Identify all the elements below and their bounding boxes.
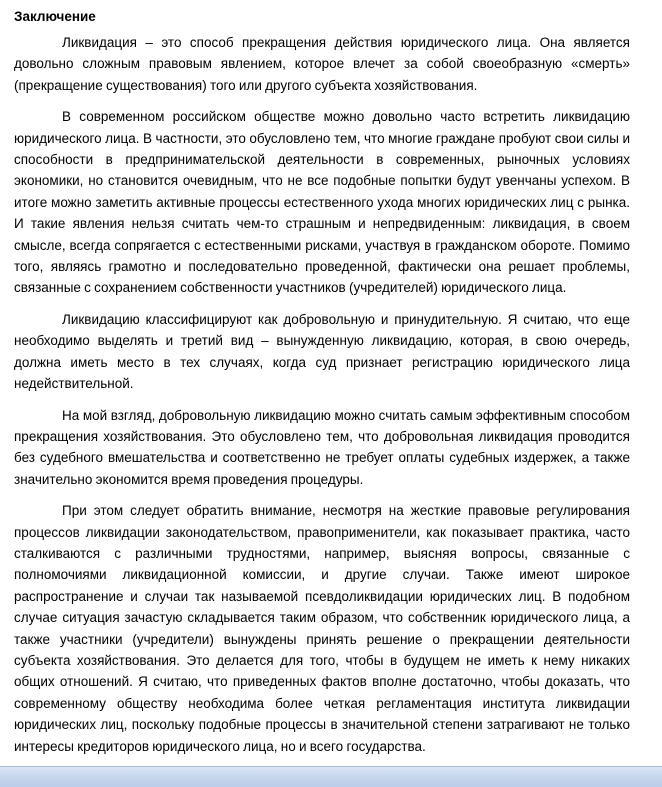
paragraph-2: В современном российском обществе можно довольно часто встретить ликвидацию юридического лица. В частности, это обусловлено тем, что многие граждане пробуют свои силы и способности в предпринимательской деятельности в современных, рыночных условиях экономики, но становится очевидным, что не все подобные попытки будут увенчаны успехом. В итоге можно заметить активные процессы естественного ухода многих юридических лиц с рынка. И такие явления нельзя считать чем-то страшным и непредвиденным: ликвидация, в своем смысле, всегда сопрягается с естественными рисками, участвуя в гражданском обороте. Помимо того, являясь грамотно и последовательно проведенной, фактически она решает проблемы, связанные с сохранением собственности участников (учредителей) юридического лица. xyxy=(14,109,630,296)
paragraph-1: Ликвидация – это способ прекращения действия юридического лица. Она является довольно сложным правовым явлением, которое влечет за собой своеобразную «смерть» (прекращение существования) того или другого субъекта хозяйствования. xyxy=(14,35,630,93)
document-heading: Заключение xyxy=(14,9,96,24)
document-body xyxy=(14,5,630,767)
status-bar xyxy=(0,766,662,787)
paragraph-3: Ликвидацию классифицируют как добровольную и принудительную. Я считаю, что еще необходимо выделять и третий вид – вынужденную ликвидацию, которая, в свою очередь, должна иметь место в тех случаях, когда суд признает регистрацию юридического лица недействительной. xyxy=(14,311,630,392)
paragraph-5: При этом следует обратить внимание, несмотря на жесткие правовые регулирования процессов ликвидации законодательством, правоприменители, как показывает практика, часто сталкиваются с различными трудностями, например, выясняя вопросы, связанные с полномочиями ликвидационной комиссии, и другие случаи. Также имеют широкое распространение и случаи так называемой псевдоликвидации юридических лиц. В подобном случае ситуация зачастую складывается таким образом, что собственник юридического лица, а также участники (учредители) вынуждены принять решение о прекращении деятельности субъекта хозяйствования. Это делается для того, чтобы в будущем не иметь к нему никаких общих отношений. Я считаю, что приведенных фактов вполне достаточно, чтобы доказать, что современному обществу необходима более четкая регламентация института ликвидации юридических лиц, поскольку подобные процессы в значительной степени затрагивают не только интересы кредиторов юридического лица, но и всего государства. xyxy=(14,503,630,754)
paragraph-4: На мой взгляд, добровольную ликвидацию можно считать самым эффективным способом прекращения хозяйствования. Это обусловлено тем, что добровольная ликвидация проводится без судебного вмешательства и соответственно не требует оплаты судебных издержек, а также значительно экономится время проведения процедуры. xyxy=(14,407,630,487)
